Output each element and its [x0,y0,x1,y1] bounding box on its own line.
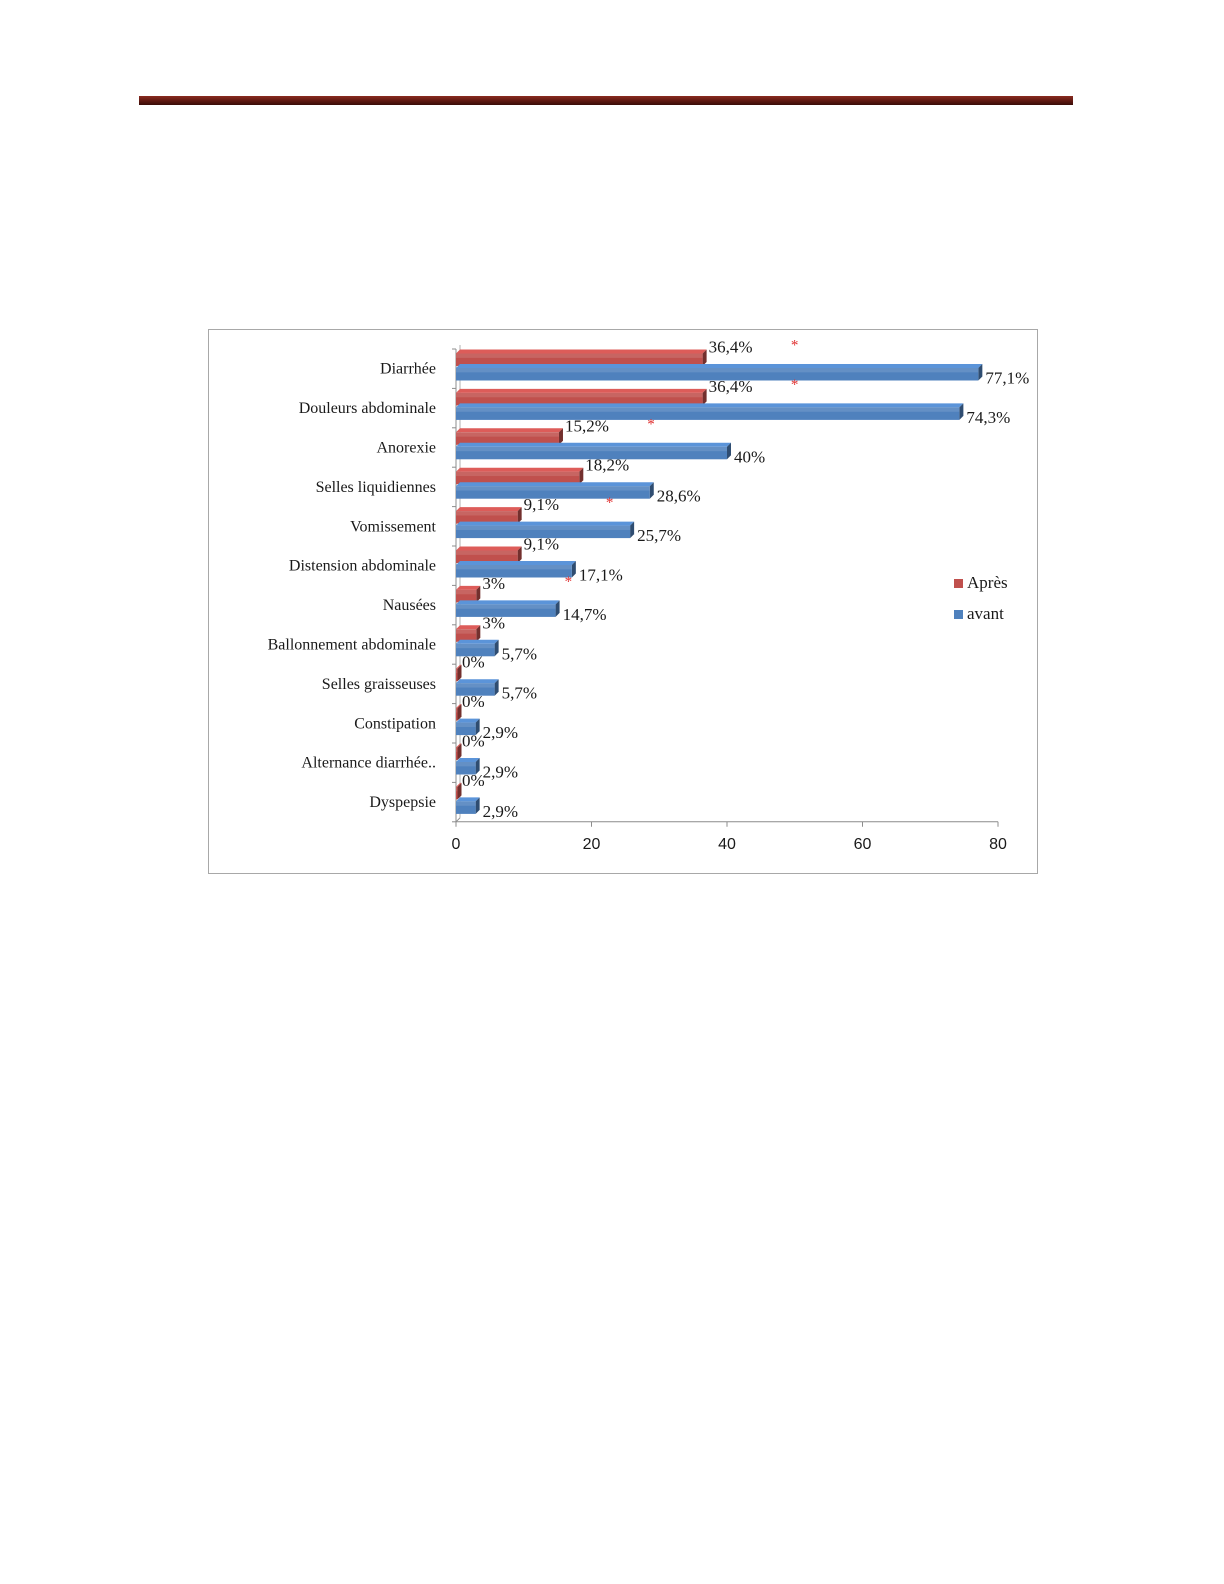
data-label-avant: 74,3% [966,407,1011,427]
bar-avant [456,403,963,420]
bar-apres [456,783,462,800]
category-label: Nausées [382,597,436,615]
legend-swatch-avant [954,610,963,619]
legend-label-apres: Après [967,573,1008,592]
data-label-apres: 0% [462,770,485,790]
x-tick-label: 80 [989,835,1007,853]
significance-marker: * [790,376,799,393]
bar-avant [456,797,480,814]
category-label: Constipation [354,715,436,733]
data-label-apres: 3% [482,573,505,593]
bar-apres [456,507,522,523]
data-label-apres: 0% [462,692,485,712]
data-label-avant: 2,9% [482,801,519,821]
data-label-apres: 9,1% [523,495,560,515]
category-label: Diarrhée [380,360,436,378]
bar-apres [456,468,583,485]
data-label-apres: 0% [462,652,485,672]
bar-avant [456,600,560,617]
significance-marker: * [564,573,573,590]
category-label: Distension abdominale [288,557,436,575]
category-label: Anorexie [376,439,436,457]
data-label-avant: 14,7% [562,604,607,624]
data-label-apres: 9,1% [523,534,560,554]
data-label-avant: 28,6% [656,486,701,506]
category-label: Ballonnement abdominale [267,636,436,654]
x-tick-label: 40 [718,835,736,853]
data-label-avant: 17,1% [578,565,623,585]
data-label-avant: 5,7% [501,644,538,664]
bar-apres [456,389,707,406]
data-label-apres: 18,2% [585,455,630,475]
legend-swatch-apres [954,579,963,588]
x-tick-label: 0 [451,835,461,853]
category-label: Selles liquidiennes [315,478,436,496]
data-label-avant: 2,9% [482,762,519,782]
data-label-apres: 15,2% [564,416,609,436]
bar-avant [456,561,576,578]
data-label-avant: 40% [734,447,766,467]
bar-apres [456,625,480,642]
data-label-apres: 0% [462,731,485,751]
data-label-apres: 36,4% [708,376,753,396]
header-rule [139,96,1073,105]
category-label: Dyspepsie [369,794,436,812]
significance-marker: * [790,337,799,354]
bar-apres [456,428,563,445]
bar-apres [456,586,480,603]
x-tick-label: 20 [582,835,601,853]
bar-apres [456,704,462,721]
axis-corner [456,818,460,822]
data-label-avant: 5,7% [501,683,538,703]
bar-apres [456,744,462,761]
bar-chart [209,330,1039,875]
category-label: Douleurs abdominale [298,400,436,418]
data-label-apres: 36,4% [708,337,753,357]
data-label-avant: 77,1% [985,368,1030,388]
significance-marker: * [605,495,614,512]
data-label-avant: 2,9% [482,723,519,743]
legend-label-avant: avant [967,604,1004,623]
x-tick-label: 60 [853,835,872,853]
category-label: Alternance diarrhée.. [301,754,436,772]
data-label-apres: 3% [482,613,505,633]
bar-apres [456,350,707,367]
data-label-avant: 25,7% [637,526,682,546]
bar-apres [456,547,522,564]
category-label: Vomissement [350,518,436,536]
bar-apres [456,665,462,682]
category-label: Selles graisseuses [321,675,436,693]
significance-marker: * [647,416,655,433]
chart-frame [208,329,1038,874]
